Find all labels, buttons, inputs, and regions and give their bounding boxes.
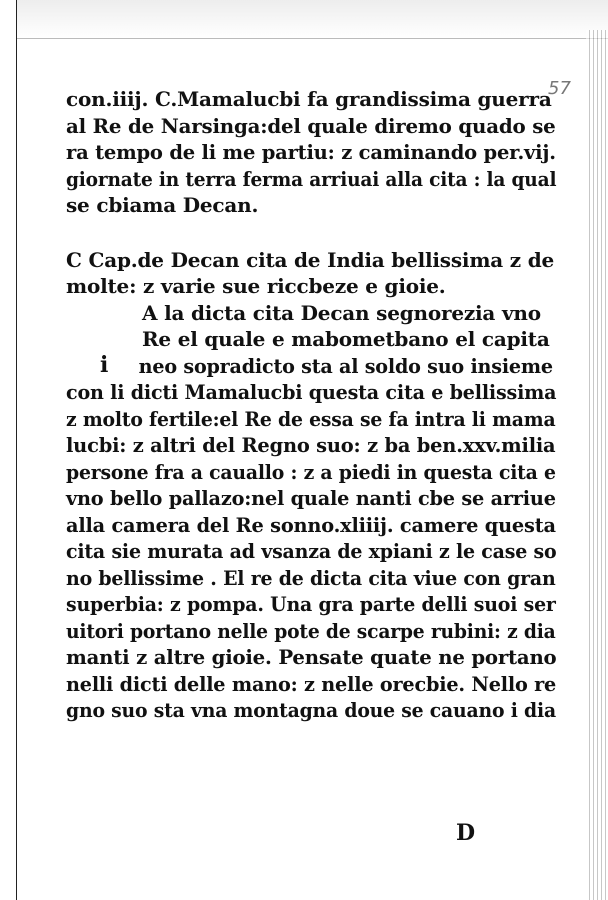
text-line: manti z altre gioie. Pensate quate ne portano	[66, 645, 557, 669]
chapter-heading-line: molte: z varie sue riccbeze e gioie.	[66, 274, 446, 298]
catchword: D	[456, 820, 476, 846]
folio-number: 57	[548, 78, 571, 99]
binding-gutter	[0, 0, 17, 900]
text-line: no bellissime . El re de dicta cita viue con gran	[66, 565, 556, 590]
margin-mark: i	[100, 352, 109, 378]
text-line: al Re de Narsinga:del quale diremo quado se	[66, 113, 556, 138]
page-top-edge	[0, 0, 608, 39]
text-line: Re el quale e mabometbano el capita	[142, 327, 550, 351]
text-line: alla camera del Re sonno.xliiij. camere questa	[66, 512, 556, 537]
text-line: A la dicta cita Decan segnorezia vno	[142, 300, 541, 325]
text-line: con li dicti Mamalucbi questa cita e bellissima	[66, 380, 557, 404]
text-line: gno suo sta vna montagna doue se cauano i dia	[66, 698, 556, 722]
text-line: con.iiij. C.Mamalucbi fa grandissima guerra	[66, 87, 552, 111]
text-line: ra tempo de li me partiu: z caminando per.vij.	[66, 140, 556, 164]
text-line: nelli dicti delle mano: z nelle orecbie. Nello re	[66, 671, 557, 696]
text-line: giornate in terra ferma arriuai alla cita : la qual	[66, 166, 557, 191]
page-text	[66, 86, 556, 724]
paragraph-gap	[66, 219, 556, 247]
text-line: superbia: z pompa. Una gra parte delli suoi ser	[66, 592, 556, 616]
text-line: cita sie murata ad vsanza de xpiani z le case so	[66, 539, 557, 563]
text-line: neo sopradicto sta al soldo suo insieme	[138, 353, 553, 378]
text-line: z molto fertile:el Re de essa se fa intra li mama	[66, 406, 556, 431]
text-line: uitori portano nelle pote de scarpe rubini: z dia	[66, 618, 556, 643]
page-stack-edge	[586, 30, 608, 900]
chapter-heading-line: C Cap.de Decan cita de India bellissima z de	[66, 247, 555, 272]
text-line: se cbiama Decan.	[66, 193, 259, 217]
text-line: lucbi: z altri del Regno suo: z ba ben.xxv.milia	[66, 433, 556, 457]
text-line: vno bello pallazo:nel quale nanti cbe se arriue	[66, 486, 556, 510]
text-line: persone fra a cauallo : z a piedi in questa cita e	[66, 459, 556, 484]
